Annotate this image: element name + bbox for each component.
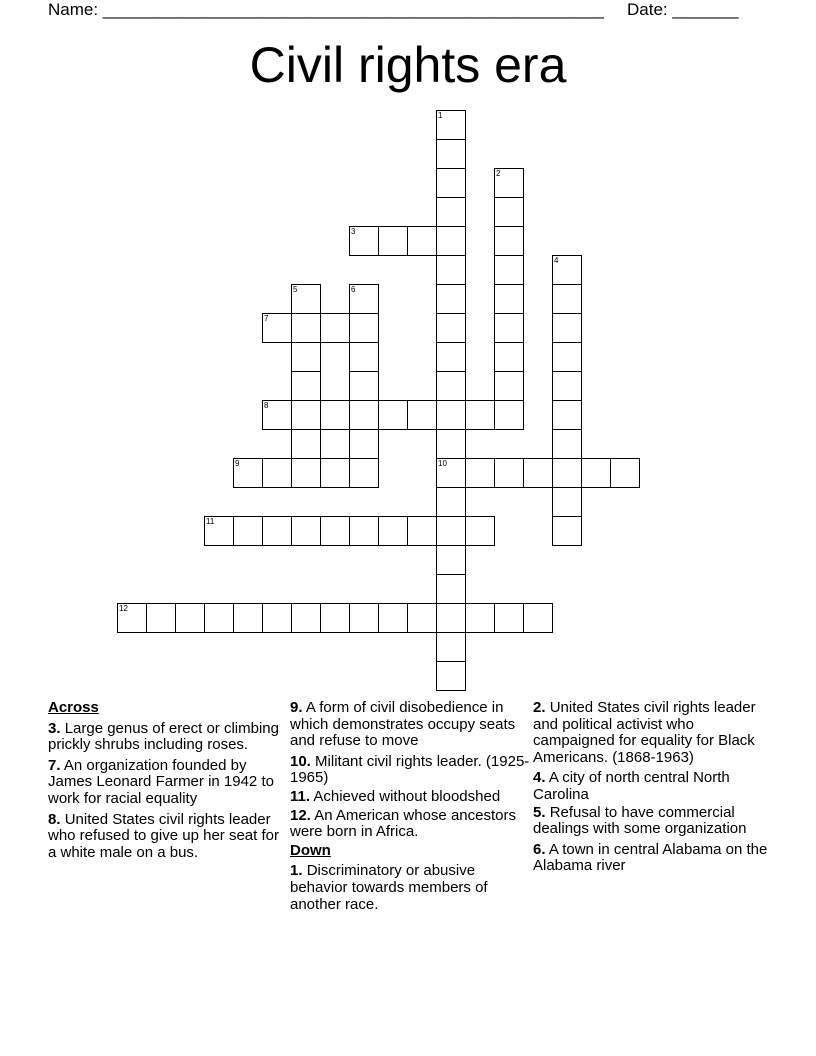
clue-number: 4. [533, 769, 546, 787]
clue-text: Refusal to have commercial dealings with some organization [533, 803, 747, 838]
grid-cell[interactable] [494, 371, 524, 401]
grid-cell[interactable] [349, 284, 379, 314]
grid-cell[interactable] [436, 168, 466, 198]
grid-cell[interactable] [494, 255, 524, 285]
grid-cell[interactable] [378, 400, 408, 430]
grid-cell[interactable] [436, 545, 466, 575]
grid-cell[interactable] [378, 603, 408, 633]
grid-cell[interactable] [494, 603, 524, 633]
grid-cell[interactable] [291, 313, 321, 343]
clue-item [290, 700, 530, 750]
clue-item [48, 721, 288, 754]
clue-text: An American whose ancestors were born in Africa. [290, 806, 516, 841]
clue-text: A form of civil disobedience in which demonstrates occupy seats and refuse to move [290, 699, 516, 750]
grid-cell[interactable] [494, 197, 524, 227]
grid-cell[interactable] [262, 516, 292, 546]
clue-text: Militant civil rights leader. (1925-1965) [290, 752, 530, 787]
grid-cell[interactable] [552, 516, 582, 546]
grid-cell[interactable] [349, 342, 379, 372]
clue-item [290, 863, 530, 913]
grid-cell[interactable] [581, 458, 611, 488]
grid-cell[interactable] [291, 400, 321, 430]
clue-column-2 [290, 700, 530, 917]
grid-cell[interactable] [436, 400, 466, 430]
grid-cell[interactable] [291, 429, 321, 459]
clue-text: United States civil rights leader who refused to give up her seat for a white male on a bus. [48, 810, 279, 861]
grid-cell[interactable] [407, 400, 437, 430]
clue-number-label: 10 [438, 459, 447, 468]
clue-number-label: 4 [554, 256, 559, 265]
grid-cell[interactable] [494, 458, 524, 488]
grid-cell[interactable] [262, 400, 292, 430]
grid-cell[interactable] [523, 458, 553, 488]
date-field[interactable]: Date: _______ [627, 0, 739, 19]
grid-cell[interactable] [262, 313, 292, 343]
grid-cell[interactable] [436, 661, 466, 691]
grid-cell[interactable] [204, 603, 234, 633]
clue-number: 8. [48, 810, 61, 828]
grid-cell[interactable] [320, 516, 350, 546]
grid-cell[interactable] [523, 603, 553, 633]
clue-text: Discriminatory or abusive behavior towards members of another race. [290, 862, 488, 913]
grid-cell[interactable] [291, 603, 321, 633]
grid-cell[interactable] [494, 313, 524, 343]
grid-cell[interactable] [349, 458, 379, 488]
clue-text: Large genus of erect or climbing prickly shrubs including roses. [48, 719, 279, 754]
clue-number: 10. [290, 752, 311, 770]
clue-number: 12. [290, 806, 311, 824]
grid-cell[interactable] [436, 371, 466, 401]
grid-cell[interactable] [465, 458, 495, 488]
clue-text: United States civil rights leader and political activist who campaigned for equality for Black Americans. (1868-1963) [533, 699, 756, 766]
clue-item [290, 754, 530, 787]
clue-number-label: 9 [235, 459, 240, 468]
grid-cell[interactable] [436, 284, 466, 314]
grid-cell[interactable] [552, 255, 582, 285]
clue-number: 3. [48, 719, 61, 737]
grid-cell[interactable] [494, 284, 524, 314]
grid-cell[interactable] [436, 516, 466, 546]
grid-cell[interactable] [436, 255, 466, 285]
grid-cell[interactable] [436, 313, 466, 343]
clue-number-label: 11 [206, 517, 215, 526]
grid-cell[interactable] [407, 516, 437, 546]
clue-text: Achieved without bloodshed [313, 787, 501, 805]
grid-cell[interactable] [378, 516, 408, 546]
grid-cell[interactable] [436, 429, 466, 459]
grid-cell[interactable] [349, 516, 379, 546]
grid-cell[interactable] [175, 603, 205, 633]
grid-cell[interactable] [407, 226, 437, 256]
grid-cell[interactable] [436, 458, 466, 488]
grid-cell[interactable] [349, 603, 379, 633]
grid-cell[interactable] [262, 603, 292, 633]
grid-cell[interactable] [204, 516, 234, 546]
grid-cell[interactable] [146, 603, 176, 633]
grid-cell[interactable] [291, 342, 321, 372]
clue-item [533, 805, 773, 838]
grid-cell[interactable] [494, 342, 524, 372]
clue-number-label: 3 [351, 227, 356, 236]
clue-number: 5. [533, 803, 546, 821]
grid-cell[interactable] [233, 516, 263, 546]
grid-cell[interactable] [494, 226, 524, 256]
clue-item [290, 808, 530, 841]
grid-cell[interactable] [436, 139, 466, 169]
grid-cell[interactable] [465, 603, 495, 633]
clue-number-label: 12 [119, 604, 128, 613]
grid-cell[interactable] [494, 400, 524, 430]
grid-cell[interactable] [436, 197, 466, 227]
clue-item [533, 842, 773, 875]
grid-cell[interactable] [436, 603, 466, 633]
grid-cell[interactable] [320, 313, 350, 343]
grid-cell[interactable] [262, 458, 292, 488]
down-heading: Down [290, 841, 331, 859]
grid-cell[interactable] [552, 458, 582, 488]
grid-cell[interactable] [465, 400, 495, 430]
clue-number: 2. [533, 699, 546, 716]
name-field[interactable]: Name: _____________________________________________________ [48, 0, 604, 19]
clue-number-label: 5 [293, 285, 298, 294]
grid-cell[interactable] [552, 371, 582, 401]
grid-cell[interactable] [552, 400, 582, 430]
grid-cell[interactable] [233, 603, 263, 633]
grid-cell[interactable] [436, 342, 466, 372]
clue-number: 9. [290, 699, 303, 716]
page-title: Civil rights era [249, 37, 567, 93]
grid-cell[interactable] [610, 458, 640, 488]
grid-cell[interactable] [407, 603, 437, 633]
grid-cell[interactable] [320, 400, 350, 430]
grid-cell[interactable] [349, 429, 379, 459]
grid-cell[interactable] [320, 458, 350, 488]
clue-number-label: 7 [264, 314, 269, 323]
grid-cell[interactable] [552, 429, 582, 459]
clue-item [290, 789, 530, 806]
grid-cell[interactable] [349, 313, 379, 343]
clue-text: An organization founded by James Leonard Farmer in 1942 to work for racial equality [48, 756, 274, 807]
grid-cell[interactable] [291, 284, 321, 314]
grid-cell[interactable] [291, 458, 321, 488]
grid-cell[interactable] [552, 284, 582, 314]
across-heading: Across [48, 699, 99, 716]
grid-cell[interactable] [436, 226, 466, 256]
grid-cell[interactable] [378, 226, 408, 256]
clue-number-label: 1 [438, 111, 443, 120]
grid-cell[interactable] [349, 400, 379, 430]
grid-cell[interactable] [552, 313, 582, 343]
grid-cell[interactable] [349, 371, 379, 401]
grid-cell[interactable] [349, 226, 379, 256]
clue-text: A town in central Alabama on the Alabama river [533, 840, 768, 875]
clue-text: A city of north central North Carolina [533, 769, 730, 803]
grid-cell[interactable] [291, 371, 321, 401]
clue-item [533, 770, 773, 803]
grid-cell[interactable] [233, 458, 263, 488]
clue-item [533, 700, 773, 766]
clue-item [48, 812, 288, 862]
grid-cell[interactable] [436, 632, 466, 662]
clue-number: 7. [48, 756, 61, 774]
clue-number: 11. [290, 787, 311, 805]
grid-cell[interactable] [436, 110, 466, 140]
grid-cell[interactable] [465, 516, 495, 546]
grid-cell[interactable] [320, 603, 350, 633]
grid-cell[interactable] [436, 574, 466, 604]
clue-number-label: 2 [496, 169, 501, 178]
clue-number: 1. [290, 862, 303, 880]
clue-number-label: 8 [264, 401, 269, 410]
clue-number: 6. [533, 840, 546, 858]
clue-item [48, 758, 288, 808]
clue-column-1 [48, 700, 288, 865]
grid-cell[interactable] [552, 487, 582, 517]
grid-cell[interactable] [117, 603, 147, 633]
clue-number-label: 6 [351, 285, 356, 294]
grid-cell[interactable] [494, 168, 524, 198]
grid-cell[interactable] [552, 342, 582, 372]
grid-cell[interactable] [291, 516, 321, 546]
clue-column-3 [533, 700, 773, 879]
grid-cell[interactable] [436, 487, 466, 517]
